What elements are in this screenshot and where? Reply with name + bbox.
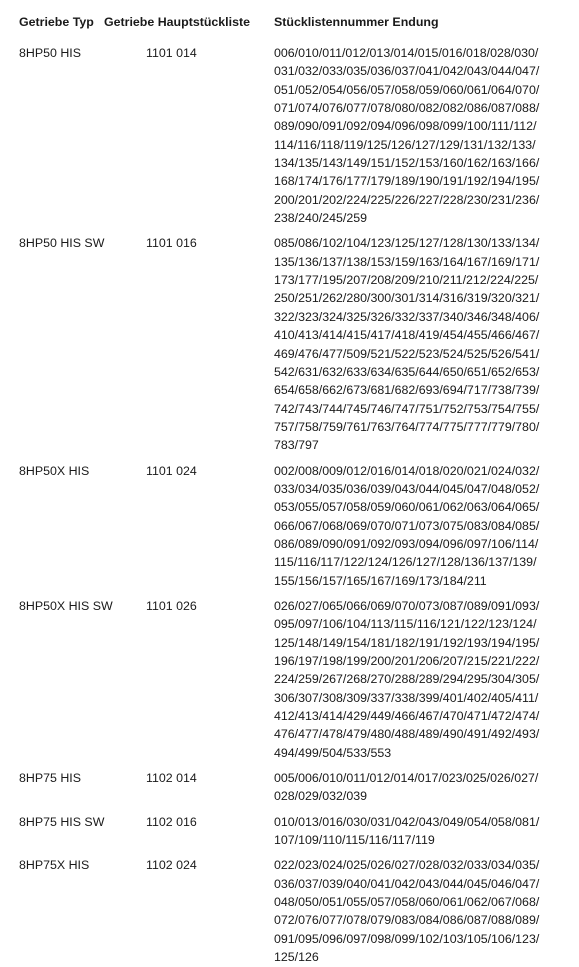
header-getriebe-typ: Getriebe Typ [19,15,94,29]
row-hauptstueckliste: 1102 014 [146,771,197,786]
table-row [0,597,579,762]
row-nummer-endung: 006/010/011/012/013/014/015/016/018/028/030/ 031/032/033/035/036/037/041/042/043/044/047/ 051/052/054/056/057/058/059/060/061/064/070/ 071/074/076/077/078/080/082/082/086/087/088/ 089/090/091/092/094/096/098/099/100/111/112/ 114/116/118/119/125/126/127/129/131/132/133/ 134/135/143/149/151/152/153/160/162/163/166/ 168/174/176/177/179/189/190/191/192/194/195/ 200/201/202/224/225/226/227/228/230/231/236/ 238/240/245/259 [274,46,540,226]
table-row [0,44,579,227]
row-hauptstueckliste: 1101 026 [146,598,197,613]
row-hauptstueckliste: 1102 024 [146,858,197,873]
table-row [0,234,579,454]
row-getriebe-typ: 8HP50X HIS [19,463,90,478]
row-nummer-endung: 010/013/016/030/031/042/043/049/054/058/081/ 107/109/110/115/116/117/119 [274,814,540,848]
row-nummer-endung: 085/086/102/104/123/125/127/128/130/133/134/ 135/136/137/138/153/159/163/164/167/169/171/ 173/177/195/207/208/209/210/211/212/224/225/ 250/251/262/280/300/301/314/316/319/320/321/ 322/323/324/325/326/332/337/340/346/348/406/ 410/413/414/415/417/418/419/454/455/466/467/ 469/476/477/509/521/522/523/524/525/526/541/ 542/631/632/633/634/635/644/650/651/652/653/ 654/658/662/673/681/682/693/694/717/738/739/ 742/743/744/745/746/747/751/752/753/754/755/ 757/758/759/761/763/764/774/775/777/779/780/ 783/797 [274,236,540,453]
table-row [0,769,579,806]
row-nummer-endung: 005/006/010/011/012/014/017/023/025/026/027/ 028/029/032/039 [274,771,539,804]
header-hauptstueckliste: Getriebe Hauptstückliste [104,15,250,29]
row-hauptstueckliste: 1101 016 [146,236,197,251]
row-nummer-endung: 022/023/024/025/026/027/028/032/033/034/035/ 036/037/039/040/041/042/043/044/045/046/047/ 048/050/051/055/057/058/060/061/062/067/068/ 072/076/077/078/079/083/084/086/087/088/089/ 091/095/096/097/098/099/102/103/105/106/123/ 125/126 [274,858,540,965]
row-getriebe-typ: 8HP50 HIS SW [19,236,105,251]
table-row [0,856,579,966]
table-row [0,813,579,850]
row-getriebe-typ: 8HP75 HIS SW [19,814,105,829]
row-getriebe-typ: 8HP75X HIS [19,858,90,873]
row-nummer-endung: 002/008/009/012/016/014/018/020/021/024/032/ 033/034/035/036/039/043/044/045/047/048/052/ 053/055/057/058/059/060/061/062/063/064/065/ 066/067/068/069/070/071/073/075/083/084/085/ 086/089/090/091/092/093/094/096/097/106/114/ 115/116/117/122/124/126/127/128/136/137/139/ 155/156/157/165/167/169/173/184/211 [274,463,540,588]
row-getriebe-typ: 8HP50X HIS SW [19,598,113,613]
table-header [0,15,579,33]
table-row [0,462,579,590]
row-nummer-endung: 026/027/065/066/069/070/073/087/089/091/093/ 095/097/106/104/113/115/116/121/122/123/124/ 125/148/149/154/181/182/191/192/193/194/195/ 196/197/198/199/200/201/206/207/215/221/222/ 224/259/267/268/270/288/289/294/295/304/305/ 306/307/308/309/337/338/399/401/402/405/411/ 412/413/414/429/449/466/467/470/471/472/474/ 476/477/478/479/480/488/489/490/491/492/493/ 494/499/504/533/553 [274,598,540,760]
row-getriebe-typ: 8HP50 HIS [19,46,81,60]
row-hauptstueckliste: 1102 016 [146,814,197,829]
row-hauptstueckliste: 1101 014 [146,46,197,60]
row-getriebe-typ: 8HP75 HIS [19,771,81,786]
row-hauptstueckliste: 1101 024 [146,463,197,478]
table-body [0,44,579,967]
header-nummer-endung: Stücklistennummer Endung [274,15,439,29]
